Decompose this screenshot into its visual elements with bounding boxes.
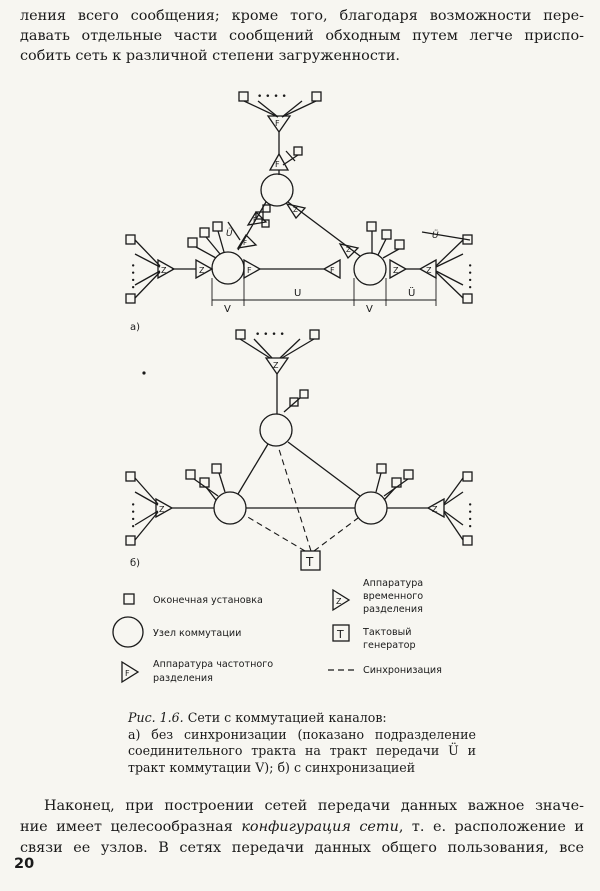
legend-clock-line2: генератор [363, 640, 416, 651]
node-z-label: Z [336, 597, 342, 606]
label-u-umlaut: Ü [432, 231, 439, 241]
legend-freq-line2: разделения [153, 673, 213, 684]
caption-line: а) без синхронизации (показано подразделение [128, 726, 476, 742]
label-v: V [224, 304, 231, 315]
terminal-dots: • • • • [255, 330, 285, 340]
body-line: связи ее узлов. В сетях передачи данных общего пользования, все [20, 840, 584, 856]
terminal-dots: • • • • [128, 502, 137, 529]
legend-switch-label: Узел коммутации [153, 628, 242, 639]
node-z-label: Z [393, 266, 399, 275]
node-z-label: Z [432, 505, 438, 514]
body-paragraph [20, 796, 584, 859]
node-f-label: F [247, 266, 252, 275]
legend-terminal-label: Оконечная установка [153, 595, 263, 606]
intro-line: давать отдельные части сообщений обходным путем легче приспо- [20, 28, 584, 44]
label-u-umlaut: Ü [408, 288, 416, 299]
switch-node-top-a [261, 174, 293, 206]
figure-caption [128, 710, 476, 776]
terminal-dots: • • • • [257, 92, 287, 102]
terminal-dots: • • • • [465, 263, 474, 290]
intro-line: ления всего сообщения; кроме того, благодаря возможности пере- [20, 8, 584, 24]
caption-line: соединительного тракта на тракт передачи Ü и [128, 743, 476, 758]
legend [113, 578, 442, 684]
legend-clock-line1: Тактовый [363, 627, 412, 638]
switch-node-top-b [260, 414, 292, 446]
caption-title-text: Сети с коммутацией каналов: [183, 710, 387, 725]
legend-terminal-icon [124, 594, 134, 604]
node-f-label: F [243, 239, 248, 247]
node-z-label: Z [199, 266, 205, 275]
node-f-label: F [253, 216, 258, 224]
body-line [20, 817, 584, 838]
legend-switch-icon [113, 617, 143, 647]
page-number: 20 [14, 856, 35, 872]
switch-node-right-b [355, 492, 387, 524]
figure-b-label: б) [130, 558, 141, 569]
legend-sync-label: Синхронизация [363, 665, 442, 676]
node-f-label: F [330, 266, 335, 275]
label-u-umlaut: Ü [226, 229, 233, 239]
node-f-label: F [125, 669, 130, 678]
node-z-label: Z [161, 266, 167, 275]
clock-symbol: T [337, 628, 344, 641]
diagram-b [126, 330, 474, 570]
node-z-label: Z [293, 206, 298, 214]
body-line: Наконец, при построении сетей передачи данных важное значе- [44, 798, 584, 814]
intro-line: собить сеть к различной степени загруженности. [20, 48, 401, 64]
clock-symbol: T [306, 555, 314, 569]
legend-time-line3: разделения [363, 604, 423, 615]
switch-node-right-a [354, 253, 386, 285]
legend-time-line2: временного [363, 591, 424, 602]
body-text: ние имеет целесообразная [20, 819, 242, 835]
terminal-cluster-top-a [239, 92, 321, 175]
node-f-label: F [275, 119, 280, 128]
node-f-label: F [275, 160, 280, 169]
switch-node-left-b [214, 492, 246, 524]
caption-title [128, 710, 476, 727]
diagram-a [126, 92, 474, 333]
legend-freq-line1: Аппаратура частотного [153, 659, 274, 670]
node-z-label: Z [346, 246, 351, 254]
switch-node-left-a [212, 252, 244, 284]
caption-figure-number: Рис. 1.6. [128, 710, 184, 725]
node-z-label: Z [426, 266, 432, 275]
label-v: V [366, 304, 373, 315]
body-emphasis: конфигурация сети [241, 819, 399, 835]
legend-time-line1: Аппаратура [363, 578, 424, 589]
figure-a-label: а) [130, 322, 141, 333]
label-u: U [294, 288, 302, 299]
node-z-label: Z [273, 361, 279, 370]
sync-lines [246, 446, 358, 551]
body-text: , т. е. расположение и [398, 819, 584, 835]
caption-line: тракт коммутации V); б) с синхронизацией [128, 759, 416, 775]
node-z-label: Z [159, 505, 165, 514]
terminal-dots: • • • • [128, 263, 137, 290]
terminal-dots: • • • • [465, 502, 474, 529]
